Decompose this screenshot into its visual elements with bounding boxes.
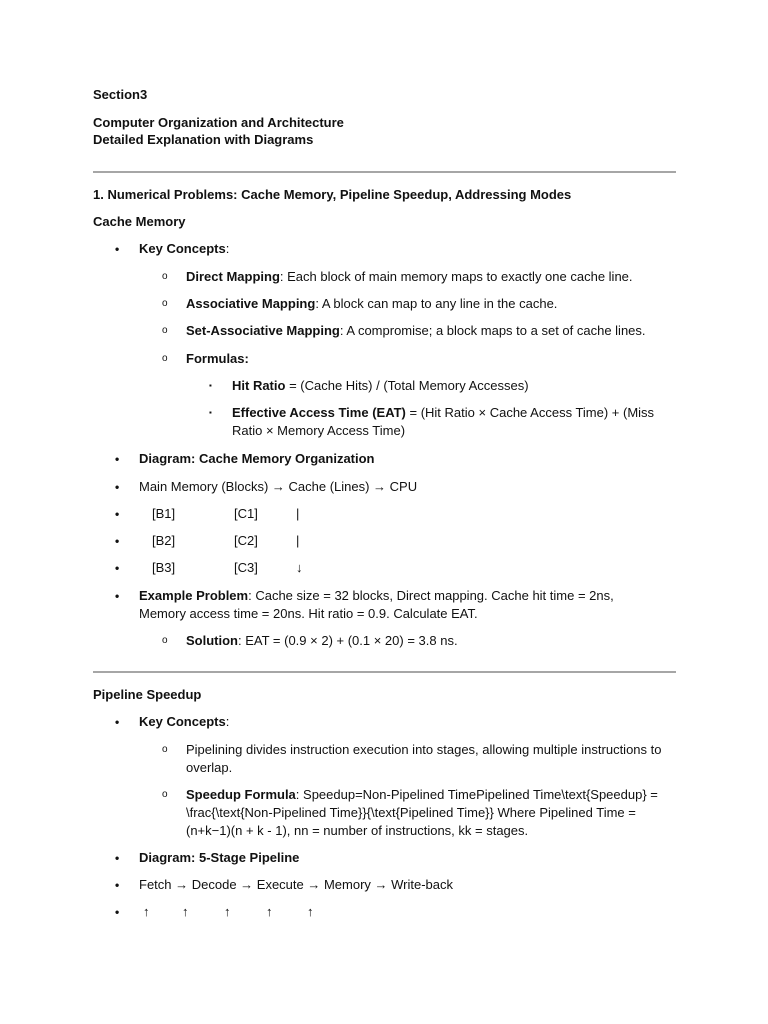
cache-diagram-header: Main Memory (Blocks) → Cache (Lines) → CPU [139,479,418,494]
bullet-circle: o [162,325,168,336]
cache-diagram-label: Diagram: Cache Memory Organization [139,451,375,466]
direct-mapping-text: : Each block of main memory maps to exactly one cache line. [279,269,633,284]
bullet-dot: • [115,452,120,466]
up-arrow-icon: ↑ [182,904,189,919]
key-concepts-colon: : [225,714,230,729]
bullet-dot: • [115,851,120,865]
doc-title: Computer Organization and Architecture [93,115,344,130]
example-label: Example Problem [139,588,249,603]
eat-text: = (Hit Ratio × Cache Access Time) + (Miss Ratio × Memory Access Time) [232,405,655,438]
bullet-square: ▪ [209,408,212,417]
diagram-line: [C1] [234,506,258,521]
list-item [139,713,229,731]
list-item [186,268,633,286]
diagram-line: [C2] [234,533,258,548]
pipeline-stages: Fetch → Decode → Execute → Memory → Write-back [139,877,454,892]
list-item [139,587,659,623]
bullet-dot: • [115,242,120,256]
speedup-label: Speedup Formula [186,787,296,802]
pipeline-concept-text: Pipelining divides instruction execution into stages, allowing multiple instructions to overlap. [186,742,662,775]
list-item [186,295,557,313]
list-item [186,632,458,650]
diagram-arrow: | [296,533,300,548]
up-arrow-icon: ↑ [266,904,273,919]
key-concepts-label: Key Concepts [139,241,226,256]
list-item [186,322,646,340]
set-associative-label: Set-Associative Mapping [186,323,340,338]
diagram-arrow: | [296,506,300,521]
diagram-block: [B2] [152,533,176,548]
bullet-dot: • [115,905,120,919]
cache-memory-title: Cache Memory [93,214,186,229]
diagram-block: [B3] [152,560,176,575]
bullet-dot: • [115,715,120,729]
list-item [139,240,229,258]
bullet-circle: o [162,744,168,755]
hit-ratio-label: Hit Ratio [232,378,286,393]
list-item [232,377,529,395]
horizontal-rule [93,171,676,173]
up-arrow-icon: ↑ [307,904,314,919]
bullet-dot: • [115,561,120,575]
direct-mapping-label: Direct Mapping [186,269,280,284]
solution-label: Solution [186,633,238,648]
bullet-circle: o [162,271,168,282]
bullet-square: ▪ [209,381,212,390]
bullet-dot: • [115,878,120,892]
associative-mapping-text: : A block can map to any line in the cache. [315,296,558,311]
section-label: Section3 [93,87,148,102]
bullet-dot: • [115,589,120,603]
up-arrow-icon: ↑ [143,904,150,919]
hit-ratio-text: = (Cache Hits) / (Total Memory Accesses) [285,378,529,393]
eat-label: Effective Access Time (EAT) [232,405,406,420]
example-text: : Cache size = 32 blocks, Direct mapping. Cache hit time = 2ns, Memory access time = 20ns. Hit ratio = 0.9. Calculate EAT. [139,588,614,621]
doc-subtitle: Detailed Explanation with Diagrams [93,132,314,147]
bullet-dot: • [115,507,120,521]
bullet-circle: o [162,635,168,646]
set-associative-text: : A compromise; a block maps to a set of cache lines. [339,323,646,338]
diagram-block: [B1] [152,506,176,521]
horizontal-rule [93,671,676,673]
bullet-circle: o [162,353,168,364]
bullet-dot: • [115,480,120,494]
diagram-line: [C3] [234,560,258,575]
diagram-arrow: ↓ [296,560,303,575]
speedup-text: : Speedup=Non-Pipelined TimePipelined Time\text{Speedup} = \frac{\text{Non-Pipelined Time}}{\text{Pipelined Time}} Where Pipelined Time = (n+k−1)(n + k - 1), nn = number of instructions, kk = stages. [186,787,658,838]
part-heading: 1. Numerical Problems: Cache Memory, Pipeline Speedup, Addressing Modes [93,187,572,202]
bullet-circle: o [162,298,168,309]
up-arrow-icon: ↑ [224,904,231,919]
pipeline-diagram-label: Diagram: 5-Stage Pipeline [139,850,300,865]
list-item [186,786,676,840]
bullet-dot: • [115,534,120,548]
key-concepts-colon: : [225,241,230,256]
bullet-circle: o [162,789,168,800]
solution-text: : EAT = (0.9 × 2) + (0.1 × 20) = 3.8 ns. [238,633,458,648]
pipeline-title: Pipeline Speedup [93,687,202,702]
associative-mapping-label: Associative Mapping [186,296,316,311]
list-item [232,404,677,440]
key-concepts-label: Key Concepts [139,714,226,729]
formulas-label: Formulas: [186,351,249,366]
